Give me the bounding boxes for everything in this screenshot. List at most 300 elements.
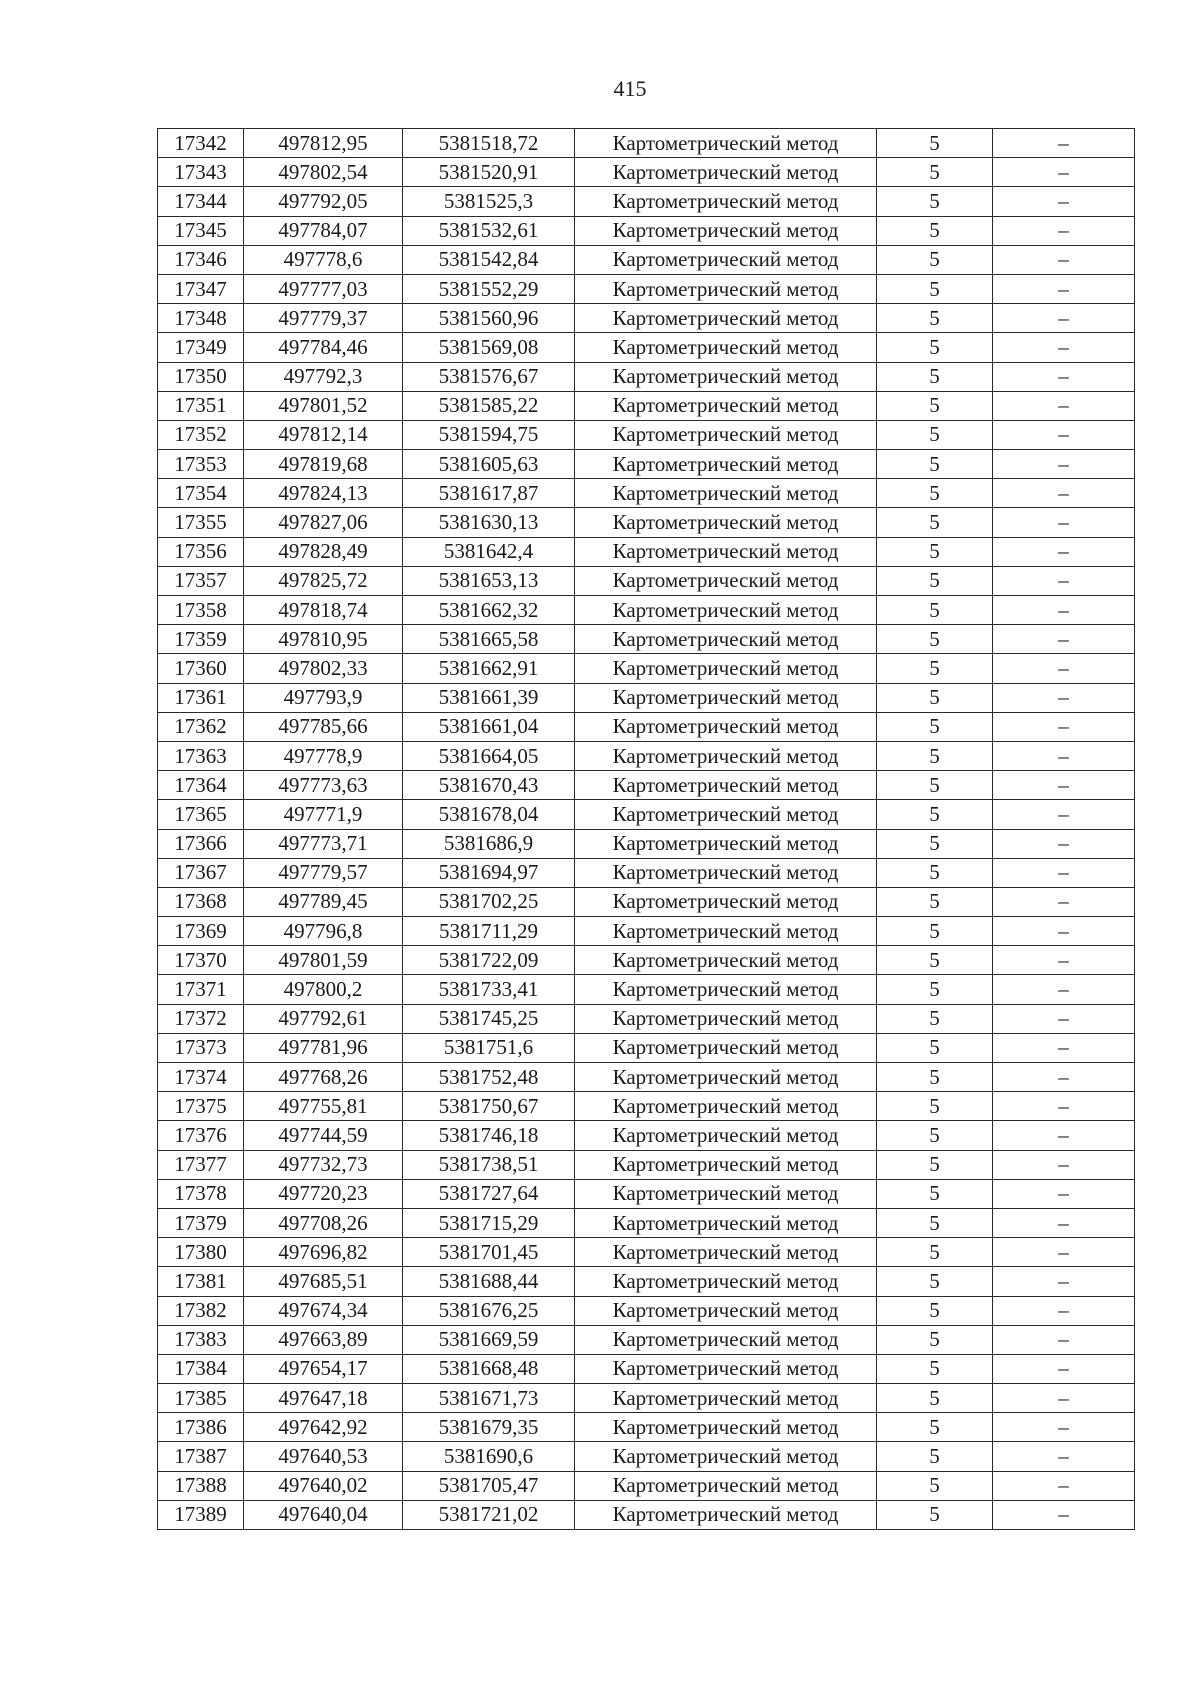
table-row [158, 1092, 1135, 1121]
point-number-cell: 17378 [158, 1179, 244, 1208]
point-number-cell: 17353 [158, 450, 244, 479]
x-coordinate-cell: 497784,07 [244, 216, 403, 245]
y-coordinate-cell: 5381727,64 [403, 1179, 575, 1208]
table-row [158, 274, 1135, 303]
x-coordinate-cell: 497778,9 [244, 741, 403, 770]
table-row [158, 1384, 1135, 1413]
accuracy-cell: 5 [877, 1413, 993, 1442]
y-coordinate-cell: 5381664,05 [403, 741, 575, 770]
point-number-cell: 17373 [158, 1033, 244, 1062]
accuracy-cell: 5 [877, 274, 993, 303]
method-cell: Картометрический метод [575, 1238, 877, 1267]
y-coordinate-cell: 5381605,63 [403, 450, 575, 479]
accuracy-cell: 5 [877, 245, 993, 274]
point-number-cell: 17345 [158, 216, 244, 245]
description-cell: – [993, 333, 1135, 362]
point-number-cell: 17376 [158, 1121, 244, 1150]
x-coordinate-cell: 497812,14 [244, 420, 403, 449]
x-coordinate-cell: 497812,95 [244, 129, 403, 158]
accuracy-cell: 5 [877, 333, 993, 362]
point-number-cell: 17346 [158, 245, 244, 274]
x-coordinate-cell: 497792,05 [244, 187, 403, 216]
method-cell: Картометрический метод [575, 1033, 877, 1062]
accuracy-cell: 5 [877, 1471, 993, 1500]
point-number-cell: 17357 [158, 566, 244, 595]
point-number-cell: 17347 [158, 274, 244, 303]
method-cell: Картометрический метод [575, 1325, 877, 1354]
point-number-cell: 17360 [158, 654, 244, 683]
description-cell: – [993, 800, 1135, 829]
x-coordinate-cell: 497640,02 [244, 1471, 403, 1500]
x-coordinate-cell: 497771,9 [244, 800, 403, 829]
x-coordinate-cell: 497792,61 [244, 1004, 403, 1033]
table-row [158, 566, 1135, 595]
y-coordinate-cell: 5381676,25 [403, 1296, 575, 1325]
description-cell: – [993, 479, 1135, 508]
point-number-cell: 17372 [158, 1004, 244, 1033]
description-cell: – [993, 129, 1135, 158]
x-coordinate-cell: 497824,13 [244, 479, 403, 508]
table-row [158, 829, 1135, 858]
y-coordinate-cell: 5381711,29 [403, 917, 575, 946]
y-coordinate-cell: 5381751,6 [403, 1033, 575, 1062]
y-coordinate-cell: 5381745,25 [403, 1004, 575, 1033]
x-coordinate-cell: 497800,2 [244, 975, 403, 1004]
x-coordinate-cell: 497801,52 [244, 391, 403, 420]
description-cell: – [993, 216, 1135, 245]
description-cell: – [993, 274, 1135, 303]
table-row [158, 129, 1135, 158]
y-coordinate-cell: 5381721,02 [403, 1500, 575, 1529]
method-cell: Картометрический метод [575, 420, 877, 449]
method-cell: Картометрический метод [575, 858, 877, 887]
method-cell: Картометрический метод [575, 1296, 877, 1325]
table-row [158, 771, 1135, 800]
description-cell: – [993, 1442, 1135, 1471]
description-cell: – [993, 1296, 1135, 1325]
point-number-cell: 17344 [158, 187, 244, 216]
method-cell: Картометрический метод [575, 741, 877, 770]
table-row [158, 1296, 1135, 1325]
x-coordinate-cell: 497708,26 [244, 1208, 403, 1237]
x-coordinate-cell: 497773,71 [244, 829, 403, 858]
description-cell: – [993, 537, 1135, 566]
description-cell: – [993, 654, 1135, 683]
accuracy-cell: 5 [877, 508, 993, 537]
accuracy-cell: 5 [877, 654, 993, 683]
method-cell: Картометрический метод [575, 1413, 877, 1442]
description-cell: – [993, 1267, 1135, 1296]
y-coordinate-cell: 5381668,48 [403, 1354, 575, 1383]
table-row [158, 800, 1135, 829]
accuracy-cell: 5 [877, 596, 993, 625]
point-number-cell: 17366 [158, 829, 244, 858]
method-cell: Картометрический метод [575, 946, 877, 975]
y-coordinate-cell: 5381671,73 [403, 1384, 575, 1413]
accuracy-cell: 5 [877, 946, 993, 975]
description-cell: – [993, 975, 1135, 1004]
point-number-cell: 17349 [158, 333, 244, 362]
table-row [158, 450, 1135, 479]
accuracy-cell: 5 [877, 158, 993, 187]
description-cell: – [993, 362, 1135, 391]
point-number-cell: 17358 [158, 596, 244, 625]
x-coordinate-cell: 497789,45 [244, 887, 403, 916]
method-cell: Картометрический метод [575, 625, 877, 654]
method-cell: Картометрический метод [575, 1267, 877, 1296]
table-row [158, 1471, 1135, 1500]
point-number-cell: 17371 [158, 975, 244, 1004]
accuracy-cell: 5 [877, 712, 993, 741]
point-number-cell: 17375 [158, 1092, 244, 1121]
method-cell: Картометрический метод [575, 391, 877, 420]
description-cell: – [993, 625, 1135, 654]
table-body [158, 129, 1135, 1530]
table-row [158, 1267, 1135, 1296]
point-number-cell: 17386 [158, 1413, 244, 1442]
description-cell: – [993, 1121, 1135, 1150]
point-number-cell: 17379 [158, 1208, 244, 1237]
accuracy-cell: 5 [877, 1179, 993, 1208]
accuracy-cell: 5 [877, 975, 993, 1004]
accuracy-cell: 5 [877, 479, 993, 508]
x-coordinate-cell: 497784,46 [244, 333, 403, 362]
accuracy-cell: 5 [877, 683, 993, 712]
point-number-cell: 17388 [158, 1471, 244, 1500]
y-coordinate-cell: 5381569,08 [403, 333, 575, 362]
description-cell: – [993, 158, 1135, 187]
point-number-cell: 17370 [158, 946, 244, 975]
accuracy-cell: 5 [877, 1267, 993, 1296]
x-coordinate-cell: 497801,59 [244, 946, 403, 975]
point-number-cell: 17382 [158, 1296, 244, 1325]
x-coordinate-cell: 497825,72 [244, 566, 403, 595]
accuracy-cell: 5 [877, 566, 993, 595]
y-coordinate-cell: 5381518,72 [403, 129, 575, 158]
accuracy-cell: 5 [877, 1121, 993, 1150]
table-row [158, 362, 1135, 391]
description-cell: – [993, 741, 1135, 770]
y-coordinate-cell: 5381661,04 [403, 712, 575, 741]
x-coordinate-cell: 497696,82 [244, 1238, 403, 1267]
accuracy-cell: 5 [877, 1384, 993, 1413]
point-number-cell: 17348 [158, 304, 244, 333]
x-coordinate-cell: 497685,51 [244, 1267, 403, 1296]
accuracy-cell: 5 [877, 1325, 993, 1354]
method-cell: Картометрический метод [575, 216, 877, 245]
x-coordinate-cell: 497818,74 [244, 596, 403, 625]
table-row [158, 858, 1135, 887]
accuracy-cell: 5 [877, 1296, 993, 1325]
method-cell: Картометрический метод [575, 1471, 877, 1500]
method-cell: Картометрический метод [575, 274, 877, 303]
method-cell: Картометрический метод [575, 158, 877, 187]
method-cell: Картометрический метод [575, 829, 877, 858]
method-cell: Картометрический метод [575, 654, 877, 683]
x-coordinate-cell: 497779,37 [244, 304, 403, 333]
accuracy-cell: 5 [877, 187, 993, 216]
x-coordinate-cell: 497779,57 [244, 858, 403, 887]
x-coordinate-cell: 497793,9 [244, 683, 403, 712]
x-coordinate-cell: 497810,95 [244, 625, 403, 654]
method-cell: Картометрический метод [575, 1500, 877, 1529]
x-coordinate-cell: 497781,96 [244, 1033, 403, 1062]
accuracy-cell: 5 [877, 362, 993, 391]
y-coordinate-cell: 5381532,61 [403, 216, 575, 245]
description-cell: – [993, 566, 1135, 595]
x-coordinate-cell: 497744,59 [244, 1121, 403, 1150]
method-cell: Картометрический метод [575, 304, 877, 333]
x-coordinate-cell: 497640,53 [244, 1442, 403, 1471]
table-row [158, 216, 1135, 245]
description-cell: – [993, 1384, 1135, 1413]
point-number-cell: 17350 [158, 362, 244, 391]
method-cell: Картометрический метод [575, 187, 877, 216]
accuracy-cell: 5 [877, 1092, 993, 1121]
y-coordinate-cell: 5381642,4 [403, 537, 575, 566]
table-row [158, 946, 1135, 975]
description-cell: – [993, 245, 1135, 274]
table-row [158, 1179, 1135, 1208]
table-row [158, 596, 1135, 625]
table-row [158, 887, 1135, 916]
description-cell: – [993, 187, 1135, 216]
description-cell: – [993, 712, 1135, 741]
accuracy-cell: 5 [877, 1442, 993, 1471]
table-row [158, 1238, 1135, 1267]
accuracy-cell: 5 [877, 917, 993, 946]
point-number-cell: 17389 [158, 1500, 244, 1529]
method-cell: Картометрический метод [575, 1150, 877, 1179]
method-cell: Картометрический метод [575, 917, 877, 946]
x-coordinate-cell: 497642,92 [244, 1413, 403, 1442]
x-coordinate-cell: 497778,6 [244, 245, 403, 274]
y-coordinate-cell: 5381722,09 [403, 946, 575, 975]
y-coordinate-cell: 5381752,48 [403, 1063, 575, 1092]
point-number-cell: 17355 [158, 508, 244, 537]
table-row [158, 479, 1135, 508]
y-coordinate-cell: 5381694,97 [403, 858, 575, 887]
method-cell: Картометрический метод [575, 333, 877, 362]
y-coordinate-cell: 5381715,29 [403, 1208, 575, 1237]
table-row [158, 158, 1135, 187]
table-row [158, 508, 1135, 537]
description-cell: – [993, 420, 1135, 449]
method-cell: Картометрический метод [575, 508, 877, 537]
description-cell: – [993, 858, 1135, 887]
x-coordinate-cell: 497792,3 [244, 362, 403, 391]
description-cell: – [993, 1238, 1135, 1267]
description-cell: – [993, 1208, 1135, 1237]
table-row [158, 1033, 1135, 1062]
y-coordinate-cell: 5381662,91 [403, 654, 575, 683]
description-cell: – [993, 829, 1135, 858]
page-number: 415 [613, 76, 647, 101]
point-number-cell: 17365 [158, 800, 244, 829]
description-cell: – [993, 1500, 1135, 1529]
table-row [158, 654, 1135, 683]
table-row [158, 712, 1135, 741]
table-row [158, 1121, 1135, 1150]
description-cell: – [993, 771, 1135, 800]
y-coordinate-cell: 5381525,3 [403, 187, 575, 216]
y-coordinate-cell: 5381678,04 [403, 800, 575, 829]
method-cell: Картометрический метод [575, 975, 877, 1004]
description-cell: – [993, 1471, 1135, 1500]
accuracy-cell: 5 [877, 1004, 993, 1033]
method-cell: Картометрический метод [575, 712, 877, 741]
x-coordinate-cell: 497647,18 [244, 1384, 403, 1413]
table-row [158, 420, 1135, 449]
description-cell: – [993, 1413, 1135, 1442]
method-cell: Картометрический метод [575, 1208, 877, 1237]
y-coordinate-cell: 5381653,13 [403, 566, 575, 595]
point-number-cell: 17381 [158, 1267, 244, 1296]
method-cell: Картометрический метод [575, 771, 877, 800]
x-coordinate-cell: 497674,34 [244, 1296, 403, 1325]
description-cell: – [993, 1092, 1135, 1121]
y-coordinate-cell: 5381560,96 [403, 304, 575, 333]
y-coordinate-cell: 5381690,6 [403, 1442, 575, 1471]
method-cell: Картометрический метод [575, 566, 877, 595]
x-coordinate-cell: 497663,89 [244, 1325, 403, 1354]
accuracy-cell: 5 [877, 741, 993, 770]
table-row [158, 187, 1135, 216]
point-number-cell: 17380 [158, 1238, 244, 1267]
y-coordinate-cell: 5381585,22 [403, 391, 575, 420]
description-cell: – [993, 508, 1135, 537]
table-row [158, 1325, 1135, 1354]
x-coordinate-cell: 497785,66 [244, 712, 403, 741]
table-row [158, 1354, 1135, 1383]
accuracy-cell: 5 [877, 216, 993, 245]
accuracy-cell: 5 [877, 391, 993, 420]
table-row [158, 1442, 1135, 1471]
point-number-cell: 17342 [158, 129, 244, 158]
table-row [158, 333, 1135, 362]
point-number-cell: 17387 [158, 1442, 244, 1471]
accuracy-cell: 5 [877, 858, 993, 887]
y-coordinate-cell: 5381686,9 [403, 829, 575, 858]
accuracy-cell: 5 [877, 1208, 993, 1237]
description-cell: – [993, 1004, 1135, 1033]
point-number-cell: 17369 [158, 917, 244, 946]
accuracy-cell: 5 [877, 450, 993, 479]
accuracy-cell: 5 [877, 1033, 993, 1062]
y-coordinate-cell: 5381688,44 [403, 1267, 575, 1296]
y-coordinate-cell: 5381679,35 [403, 1413, 575, 1442]
y-coordinate-cell: 5381520,91 [403, 158, 575, 187]
accuracy-cell: 5 [877, 1150, 993, 1179]
point-number-cell: 17363 [158, 741, 244, 770]
point-number-cell: 17351 [158, 391, 244, 420]
x-coordinate-cell: 497654,17 [244, 1354, 403, 1383]
method-cell: Картометрический метод [575, 683, 877, 712]
x-coordinate-cell: 497827,06 [244, 508, 403, 537]
method-cell: Картометрический метод [575, 1004, 877, 1033]
method-cell: Картометрический метод [575, 479, 877, 508]
coordinates-table [157, 128, 1135, 1530]
table-row [158, 1208, 1135, 1237]
method-cell: Картометрический метод [575, 245, 877, 274]
table-row [158, 537, 1135, 566]
description-cell: – [993, 887, 1135, 916]
y-coordinate-cell: 5381576,67 [403, 362, 575, 391]
description-cell: – [993, 1179, 1135, 1208]
description-cell: – [993, 683, 1135, 712]
method-cell: Картометрический метод [575, 450, 877, 479]
accuracy-cell: 5 [877, 625, 993, 654]
accuracy-cell: 5 [877, 304, 993, 333]
x-coordinate-cell: 497802,54 [244, 158, 403, 187]
method-cell: Картометрический метод [575, 129, 877, 158]
method-cell: Картометрический метод [575, 1063, 877, 1092]
description-cell: – [993, 596, 1135, 625]
point-number-cell: 17374 [158, 1063, 244, 1092]
method-cell: Картометрический метод [575, 1121, 877, 1150]
y-coordinate-cell: 5381669,59 [403, 1325, 575, 1354]
method-cell: Картометрический метод [575, 1384, 877, 1413]
accuracy-cell: 5 [877, 829, 993, 858]
accuracy-cell: 5 [877, 1354, 993, 1383]
description-cell: – [993, 1325, 1135, 1354]
description-cell: – [993, 391, 1135, 420]
x-coordinate-cell: 497828,49 [244, 537, 403, 566]
accuracy-cell: 5 [877, 1500, 993, 1529]
y-coordinate-cell: 5381662,32 [403, 596, 575, 625]
table-row [158, 1413, 1135, 1442]
description-cell: – [993, 450, 1135, 479]
y-coordinate-cell: 5381746,18 [403, 1121, 575, 1150]
point-number-cell: 17359 [158, 625, 244, 654]
description-cell: – [993, 1150, 1135, 1179]
table-row [158, 391, 1135, 420]
description-cell: – [993, 304, 1135, 333]
x-coordinate-cell: 497640,04 [244, 1500, 403, 1529]
accuracy-cell: 5 [877, 1238, 993, 1267]
x-coordinate-cell: 497819,68 [244, 450, 403, 479]
description-cell: – [993, 917, 1135, 946]
y-coordinate-cell: 5381661,39 [403, 683, 575, 712]
method-cell: Картометрический метод [575, 1179, 877, 1208]
point-number-cell: 17364 [158, 771, 244, 800]
accuracy-cell: 5 [877, 537, 993, 566]
method-cell: Картометрический метод [575, 1354, 877, 1383]
point-number-cell: 17361 [158, 683, 244, 712]
x-coordinate-cell: 497777,03 [244, 274, 403, 303]
description-cell: – [993, 1033, 1135, 1062]
method-cell: Картометрический метод [575, 537, 877, 566]
method-cell: Картометрический метод [575, 596, 877, 625]
method-cell: Картометрический метод [575, 887, 877, 916]
x-coordinate-cell: 497768,26 [244, 1063, 403, 1092]
y-coordinate-cell: 5381670,43 [403, 771, 575, 800]
point-number-cell: 17356 [158, 537, 244, 566]
y-coordinate-cell: 5381552,29 [403, 274, 575, 303]
y-coordinate-cell: 5381594,75 [403, 420, 575, 449]
table-row [158, 1004, 1135, 1033]
table-row [158, 245, 1135, 274]
point-number-cell: 17362 [158, 712, 244, 741]
x-coordinate-cell: 497802,33 [244, 654, 403, 683]
accuracy-cell: 5 [877, 800, 993, 829]
accuracy-cell: 5 [877, 420, 993, 449]
table-row [158, 625, 1135, 654]
method-cell: Картометрический метод [575, 1092, 877, 1121]
point-number-cell: 17367 [158, 858, 244, 887]
table-row [158, 304, 1135, 333]
x-coordinate-cell: 497720,23 [244, 1179, 403, 1208]
